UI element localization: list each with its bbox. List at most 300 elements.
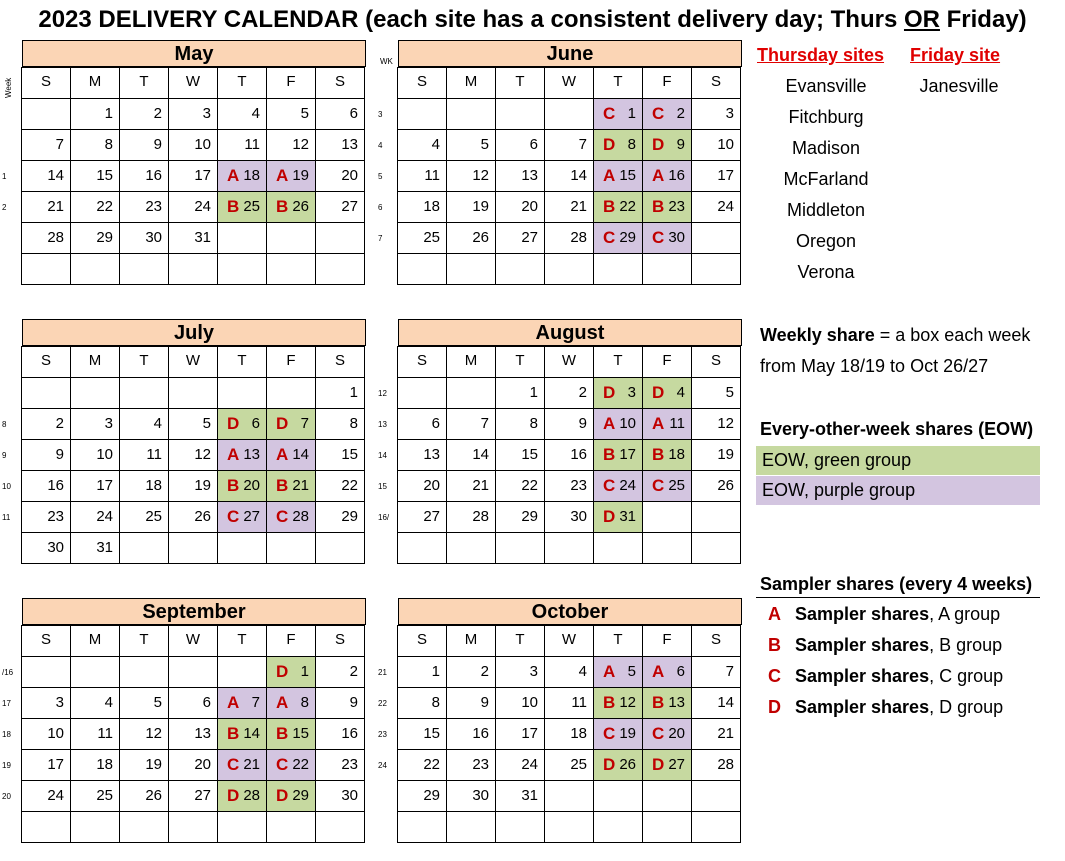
day-number: 23 bbox=[341, 756, 358, 773]
day-number: 10 bbox=[96, 446, 113, 463]
delivery-day bbox=[217, 470, 267, 502]
day-cell bbox=[21, 222, 71, 254]
day-cell bbox=[544, 718, 594, 750]
day-number: 4 bbox=[153, 415, 162, 432]
day-number: 3 bbox=[202, 105, 211, 122]
day-cell bbox=[119, 780, 169, 812]
day-number: 10 bbox=[47, 725, 64, 742]
day-cell bbox=[119, 377, 169, 409]
day-number: 2 bbox=[578, 384, 587, 401]
day-number: 11 bbox=[669, 415, 685, 432]
sampler-label-bold: Sampler shares bbox=[795, 697, 930, 717]
sampler-group-letter: B bbox=[603, 445, 616, 464]
delivery-day bbox=[593, 687, 643, 719]
delivery-day bbox=[642, 656, 692, 688]
day-number: 14 bbox=[47, 167, 64, 184]
day-cell bbox=[691, 439, 741, 471]
day-cell bbox=[446, 501, 496, 533]
day-cell bbox=[21, 470, 71, 502]
day-cell bbox=[446, 377, 496, 409]
week-number: 14 bbox=[378, 451, 387, 460]
sampler-group-letter: D bbox=[652, 383, 665, 402]
day-number: 24 bbox=[521, 756, 538, 773]
day-cell bbox=[397, 718, 447, 750]
day-cell bbox=[217, 129, 267, 161]
sampler-group-letter: D bbox=[276, 786, 289, 805]
day-cell bbox=[119, 408, 169, 440]
sampler-label bbox=[795, 604, 1000, 625]
day-number: 31 bbox=[619, 508, 636, 525]
day-cell bbox=[446, 439, 496, 471]
eow-header: Every-other-week shares (EOW) bbox=[760, 419, 1034, 439]
sampler-group-letter: B bbox=[276, 724, 289, 743]
day-cell bbox=[397, 439, 447, 471]
day-cell bbox=[446, 160, 496, 192]
weekday-label: S bbox=[21, 67, 71, 99]
weekday-label: T bbox=[593, 346, 643, 378]
day-cell bbox=[70, 532, 120, 564]
sampler-group-letter: B bbox=[276, 476, 289, 495]
sampler-group-letter: B bbox=[652, 693, 665, 712]
day-number: 11 bbox=[146, 446, 162, 463]
weekday-label: F bbox=[266, 346, 316, 378]
delivery-day bbox=[642, 408, 692, 440]
day-cell bbox=[315, 439, 365, 471]
day-number: 31 bbox=[194, 229, 211, 246]
day-cell bbox=[397, 749, 447, 781]
delivery-day bbox=[593, 191, 643, 223]
month-title: October bbox=[398, 598, 742, 625]
delivery-day bbox=[217, 718, 267, 750]
day-number: 5 bbox=[725, 384, 734, 401]
day-number: 30 bbox=[668, 229, 685, 246]
week-number: 8 bbox=[2, 420, 7, 429]
day-cell bbox=[119, 253, 169, 285]
day-number: 10 bbox=[717, 136, 734, 153]
weekday-label: S bbox=[21, 346, 71, 378]
sampler-group-letter: A bbox=[603, 662, 616, 681]
day-number: 25 bbox=[668, 477, 685, 494]
day-number: 25 bbox=[96, 787, 113, 804]
day-cell bbox=[495, 408, 545, 440]
day-cell bbox=[217, 656, 267, 688]
sampler-group-letter: D bbox=[276, 414, 289, 433]
day-cell bbox=[168, 749, 218, 781]
sampler-group-letter: A bbox=[652, 414, 665, 433]
delivery-day bbox=[593, 718, 643, 750]
day-number: 18 bbox=[570, 725, 587, 742]
week-number: 11 bbox=[2, 513, 11, 522]
day-number: 6 bbox=[202, 694, 211, 711]
sampler-group-letter: A bbox=[603, 166, 616, 185]
day-number: 21 bbox=[472, 477, 489, 494]
day-cell bbox=[217, 253, 267, 285]
day-cell bbox=[21, 98, 71, 130]
sampler-group-letter: D bbox=[603, 507, 616, 526]
delivery-day bbox=[642, 718, 692, 750]
delivery-day bbox=[266, 656, 316, 688]
day-number: 13 bbox=[668, 694, 685, 711]
week-column-label: Week bbox=[4, 77, 13, 98]
day-number: 6 bbox=[529, 136, 538, 153]
day-number: 20 bbox=[243, 477, 260, 494]
day-number: 13 bbox=[194, 725, 211, 742]
day-number: 29 bbox=[292, 787, 309, 804]
day-cell bbox=[495, 718, 545, 750]
day-number: 26 bbox=[194, 508, 211, 525]
day-number: 25 bbox=[570, 756, 587, 773]
day-cell bbox=[70, 470, 120, 502]
day-number: 8 bbox=[431, 694, 440, 711]
day-number: 30 bbox=[341, 787, 358, 804]
day-number: 16 bbox=[145, 167, 162, 184]
day-cell bbox=[70, 160, 120, 192]
week-number: 2 bbox=[2, 203, 7, 212]
day-number: 13 bbox=[341, 136, 358, 153]
day-number: 26 bbox=[292, 198, 309, 215]
weekday-label: W bbox=[168, 67, 218, 99]
day-number: 10 bbox=[194, 136, 211, 153]
day-number: 6 bbox=[349, 105, 358, 122]
sampler-group-letter: D bbox=[603, 383, 616, 402]
day-cell bbox=[119, 222, 169, 254]
day-number: 2 bbox=[676, 105, 685, 122]
day-cell bbox=[397, 470, 447, 502]
weekday-label: S bbox=[21, 625, 71, 657]
day-cell bbox=[397, 160, 447, 192]
day-number: 4 bbox=[431, 136, 440, 153]
thursday-site: Madison bbox=[791, 138, 861, 158]
day-number: 11 bbox=[244, 136, 260, 153]
weekly-share-range: from May 18/19 to Oct 26/27 bbox=[760, 356, 989, 376]
day-cell bbox=[21, 253, 71, 285]
day-number: 28 bbox=[292, 508, 309, 525]
thursday-site: McFarland bbox=[783, 169, 869, 189]
day-cell bbox=[446, 98, 496, 130]
day-number: 22 bbox=[423, 756, 440, 773]
day-cell bbox=[119, 439, 169, 471]
day-cell bbox=[21, 811, 71, 843]
day-number: 21 bbox=[292, 477, 309, 494]
day-number: 14 bbox=[717, 694, 734, 711]
month-title: June bbox=[398, 40, 742, 67]
day-number: 31 bbox=[521, 787, 538, 804]
delivery-day bbox=[217, 749, 267, 781]
day-number: 29 bbox=[619, 229, 636, 246]
day-number: 15 bbox=[423, 725, 440, 742]
day-cell bbox=[168, 253, 218, 285]
day-number: 18 bbox=[668, 446, 685, 463]
day-number: 24 bbox=[194, 198, 211, 215]
day-cell bbox=[691, 160, 741, 192]
sampler-group-letter: C bbox=[227, 755, 240, 774]
sampler-group-letter: D bbox=[227, 786, 240, 805]
delivery-day bbox=[642, 377, 692, 409]
day-number: 23 bbox=[668, 198, 685, 215]
weekday-label: F bbox=[642, 346, 692, 378]
day-cell bbox=[168, 129, 218, 161]
day-cell bbox=[21, 780, 71, 812]
day-cell bbox=[691, 687, 741, 719]
day-number: 24 bbox=[96, 508, 113, 525]
day-cell bbox=[495, 780, 545, 812]
week-number: 15 bbox=[378, 482, 387, 491]
calendar-august bbox=[398, 319, 741, 564]
sampler-group-letter: B bbox=[652, 197, 665, 216]
sampler-label bbox=[795, 666, 1003, 687]
day-cell bbox=[21, 749, 71, 781]
day-number: 29 bbox=[96, 229, 113, 246]
day-cell bbox=[315, 687, 365, 719]
day-cell bbox=[446, 191, 496, 223]
weekday-label: M bbox=[70, 625, 120, 657]
weekday-label: S bbox=[315, 346, 365, 378]
week-number: 24 bbox=[378, 761, 387, 770]
day-cell bbox=[495, 501, 545, 533]
day-cell bbox=[168, 687, 218, 719]
day-number: 18 bbox=[243, 167, 260, 184]
day-number: 12 bbox=[717, 415, 734, 432]
day-number: 20 bbox=[668, 725, 685, 742]
day-cell bbox=[446, 129, 496, 161]
day-number: 3 bbox=[627, 384, 636, 401]
day-cell bbox=[168, 377, 218, 409]
page-title: 2023 DELIVERY CALENDAR (each site has a consistent delivery day; Thurs OR Friday) bbox=[38, 6, 1027, 33]
sampler-divider bbox=[756, 597, 1040, 598]
day-cell bbox=[119, 191, 169, 223]
day-number: 21 bbox=[47, 198, 64, 215]
day-cell bbox=[21, 439, 71, 471]
day-number: 14 bbox=[472, 446, 489, 463]
thursday-site: Oregon bbox=[795, 231, 857, 251]
delivery-day bbox=[217, 439, 267, 471]
day-number: 6 bbox=[676, 663, 685, 680]
day-cell bbox=[691, 191, 741, 223]
weekday-label: S bbox=[397, 625, 447, 657]
sampler-group-letter: D bbox=[652, 135, 665, 154]
day-number: 1 bbox=[529, 384, 538, 401]
sampler-group-letter: A bbox=[276, 445, 289, 464]
day-cell bbox=[315, 377, 365, 409]
delivery-day bbox=[593, 408, 643, 440]
sampler-group-letter: C bbox=[603, 228, 616, 247]
day-number: 13 bbox=[521, 167, 538, 184]
day-cell bbox=[315, 749, 365, 781]
week-number: 5 bbox=[378, 172, 383, 181]
day-number: 16 bbox=[47, 477, 64, 494]
day-number: 9 bbox=[676, 136, 685, 153]
day-number: 8 bbox=[300, 694, 309, 711]
day-number: 11 bbox=[571, 694, 587, 711]
day-number: 29 bbox=[341, 508, 358, 525]
day-number: 1 bbox=[104, 105, 113, 122]
day-number: 4 bbox=[578, 663, 587, 680]
day-number: 8 bbox=[104, 136, 113, 153]
sampler-group-letter: A bbox=[227, 693, 240, 712]
delivery-day bbox=[266, 780, 316, 812]
day-cell bbox=[119, 501, 169, 533]
weekday-label: T bbox=[119, 346, 169, 378]
day-cell bbox=[397, 377, 447, 409]
day-cell bbox=[266, 811, 316, 843]
day-cell bbox=[446, 811, 496, 843]
sampler-group-letter: A bbox=[227, 166, 240, 185]
sampler-label-bold: Sampler shares bbox=[795, 635, 930, 655]
day-number: 16 bbox=[472, 725, 489, 742]
day-cell bbox=[544, 501, 594, 533]
day-cell bbox=[544, 408, 594, 440]
day-cell bbox=[495, 811, 545, 843]
weekly-share-note: Weekly share = a box each week bbox=[760, 325, 1031, 345]
day-cell bbox=[397, 811, 447, 843]
day-number: 26 bbox=[717, 477, 734, 494]
day-cell bbox=[446, 749, 496, 781]
day-number: 17 bbox=[47, 756, 64, 773]
sampler-group-letter: B bbox=[603, 693, 616, 712]
eow-purple-legend: EOW, purple group bbox=[756, 476, 1040, 505]
weekday-label: W bbox=[544, 625, 594, 657]
day-number: 15 bbox=[292, 725, 309, 742]
day-number: 23 bbox=[570, 477, 587, 494]
day-cell bbox=[544, 811, 594, 843]
day-number: 12 bbox=[292, 136, 309, 153]
day-number: 9 bbox=[480, 694, 489, 711]
day-cell bbox=[70, 780, 120, 812]
sampler-group-letter: C bbox=[603, 104, 616, 123]
day-number: 22 bbox=[521, 477, 538, 494]
day-cell bbox=[70, 718, 120, 750]
week-number: 23 bbox=[378, 730, 387, 739]
day-number: 19 bbox=[145, 756, 162, 773]
day-cell bbox=[315, 191, 365, 223]
day-cell bbox=[397, 98, 447, 130]
day-cell bbox=[593, 253, 643, 285]
delivery-day bbox=[266, 470, 316, 502]
friday-site: Janesville bbox=[919, 76, 999, 96]
day-number: 14 bbox=[570, 167, 587, 184]
day-number: 22 bbox=[341, 477, 358, 494]
day-number: 4 bbox=[251, 105, 260, 122]
day-cell bbox=[315, 501, 365, 533]
weekday-label: T bbox=[119, 625, 169, 657]
sampler-letter: C bbox=[768, 666, 781, 686]
day-cell bbox=[70, 253, 120, 285]
day-cell bbox=[593, 780, 643, 812]
day-number: 15 bbox=[521, 446, 538, 463]
day-cell bbox=[642, 253, 692, 285]
day-cell bbox=[691, 718, 741, 750]
calendar-september bbox=[22, 598, 365, 843]
sampler-group-letter: C bbox=[276, 507, 289, 526]
sampler-letter: D bbox=[768, 697, 781, 717]
day-number: 3 bbox=[55, 694, 64, 711]
day-cell bbox=[495, 191, 545, 223]
day-cell bbox=[593, 532, 643, 564]
day-number: 5 bbox=[627, 663, 636, 680]
day-cell bbox=[21, 687, 71, 719]
day-cell bbox=[446, 470, 496, 502]
day-number: 31 bbox=[96, 539, 113, 556]
day-cell bbox=[315, 129, 365, 161]
sampler-group-letter: C bbox=[227, 507, 240, 526]
day-cell bbox=[315, 470, 365, 502]
day-cell bbox=[70, 129, 120, 161]
day-cell bbox=[495, 470, 545, 502]
day-number: 24 bbox=[717, 198, 734, 215]
sampler-group-letter: B bbox=[652, 445, 665, 464]
day-number: 29 bbox=[423, 787, 440, 804]
day-number: 24 bbox=[47, 787, 64, 804]
day-cell bbox=[495, 129, 545, 161]
day-number: 14 bbox=[292, 446, 309, 463]
weekday-label: T bbox=[217, 67, 267, 99]
day-cell bbox=[691, 222, 741, 254]
day-number: 27 bbox=[243, 508, 260, 525]
day-cell bbox=[168, 718, 218, 750]
sampler-group-letter: B bbox=[227, 197, 240, 216]
day-cell bbox=[495, 377, 545, 409]
delivery-day bbox=[593, 501, 643, 533]
sampler-group-letter: A bbox=[603, 414, 616, 433]
day-cell bbox=[315, 532, 365, 564]
day-number: 28 bbox=[717, 756, 734, 773]
day-number: 11 bbox=[424, 167, 440, 184]
day-cell bbox=[397, 780, 447, 812]
delivery-day bbox=[642, 749, 692, 781]
weekday-label: T bbox=[217, 346, 267, 378]
day-number: 3 bbox=[104, 415, 113, 432]
day-cell bbox=[446, 408, 496, 440]
day-cell bbox=[119, 687, 169, 719]
day-cell bbox=[544, 470, 594, 502]
week-number: 3 bbox=[378, 110, 383, 119]
day-number: 24 bbox=[619, 477, 636, 494]
thursday-site: Fitchburg bbox=[788, 107, 864, 127]
day-cell bbox=[168, 532, 218, 564]
weekday-label: T bbox=[495, 346, 545, 378]
day-number: 1 bbox=[300, 663, 309, 680]
day-number: 2 bbox=[55, 415, 64, 432]
day-cell bbox=[70, 222, 120, 254]
sampler-group-letter: C bbox=[652, 476, 665, 495]
weekday-label: M bbox=[446, 625, 496, 657]
weekday-label: M bbox=[446, 346, 496, 378]
delivery-day bbox=[593, 129, 643, 161]
day-number: 7 bbox=[480, 415, 489, 432]
weekday-label: S bbox=[397, 346, 447, 378]
day-number: 28 bbox=[570, 229, 587, 246]
day-number: 2 bbox=[480, 663, 489, 680]
delivery-day bbox=[217, 191, 267, 223]
weekday-label: F bbox=[266, 67, 316, 99]
day-cell bbox=[691, 749, 741, 781]
day-cell bbox=[266, 253, 316, 285]
day-number: 2 bbox=[153, 105, 162, 122]
week-column-label-short: WK bbox=[380, 57, 393, 66]
day-cell bbox=[691, 408, 741, 440]
sampler-group-letter: B bbox=[227, 724, 240, 743]
day-number: 20 bbox=[423, 477, 440, 494]
day-cell bbox=[70, 439, 120, 471]
day-number: 30 bbox=[145, 229, 162, 246]
sampler-group-letter: B bbox=[276, 197, 289, 216]
day-cell bbox=[21, 408, 71, 440]
weekday-label: T bbox=[495, 67, 545, 99]
delivery-day bbox=[593, 98, 643, 130]
day-cell bbox=[315, 811, 365, 843]
weekday-label: T bbox=[593, 67, 643, 99]
day-cell bbox=[315, 408, 365, 440]
